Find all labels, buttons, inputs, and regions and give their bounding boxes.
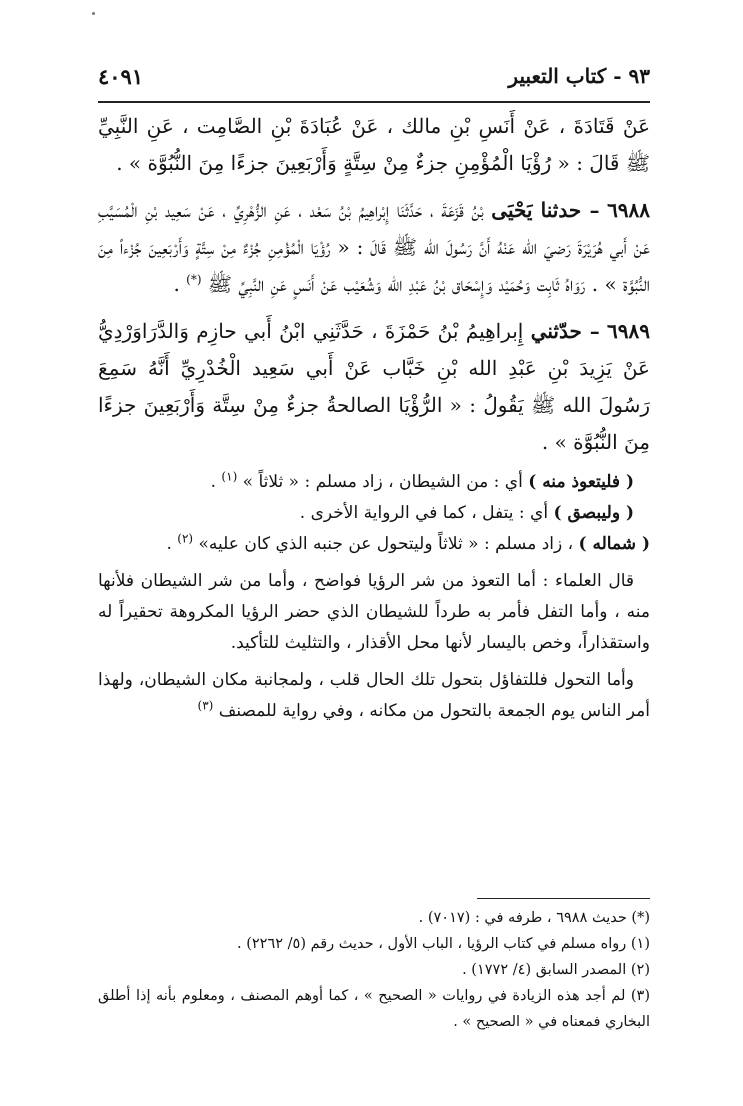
header-rule bbox=[98, 101, 650, 103]
hadith-lead: حدّثني bbox=[530, 319, 582, 343]
gloss-3: ( شماله ) ، زاد مسلم : « ثلاثاً وليتحول عن جنبه الذي كان عليه» $^{(٢)}$ . bbox=[166, 531, 650, 554]
page-number: ٤٠٩١ bbox=[98, 64, 144, 89]
footnote: (*) حديث ٦٩٨٨ ، طرفه في : (٧٠١٧) . bbox=[418, 910, 650, 926]
hadith-6988: ٦٩٨٨ – حدثنا يَحْيَى بْنُ قَزَعَةَ ، حَدَّثَنَا إِبْراهِيمُ بْنُ سَعْد ، عَنِ الزُّهْرِيِّ ، عَنْ سَعِيد بْنِ الْمُسَيَّبِ عَنْ أَبي هُرَيْرَةَ رَضيَ الله عَنْهُ أَنَّ رَسُولَ الله ﷺ قَالَ : « رُؤْيَا الْمُؤْمِنِ جُزْءٌ مِنْ سِتَّةٍ وَأَرْبَعِينَ جُزْءاً مِنَ النُّبُوَّة » . رَوَاهُ ثَابِت وَحُمَيْد وَإِسْحَاق بْنُ عَبْدِ الله وَشُعَيْب عَنْ أَنَسٍ عَنِ النَّبِيِّ ﷺ (*) . bbox=[98, 198, 651, 296]
gloss-text: أي : من الشيطان ، زاد مسلم : « ثلاثاً » bbox=[242, 472, 523, 492]
gloss-1: ( فليتعوذ منه ) أي : من الشيطان ، زاد مسلم : « ثلاثاً » $^{(١)}$ . bbox=[210, 469, 634, 492]
hadith-lead: حدثنا يَحْيَى bbox=[491, 198, 582, 222]
hadith-number: ٦٩٨٨ bbox=[607, 198, 651, 222]
gloss-term: ( شماله ) bbox=[578, 534, 650, 554]
hadith-6989: ٦٩٨٩ – حدّثني إِبراهِيمُ بْنُ حَمْزَةَ ، حَدَّثَنِي ابْنُ أَبي حازِم وَالدَّرَاوَرْدِيُّ عَنْ يَزِيدَ بْنِ عَبْدِ الله بْنِ خَبَّاب عَنْ أَبي سَعِيد الْخُدْرِيِّ أَنَّهُ سَمِعَ رَسُولَ الله ﷺ يَقُولُ : « الرُّؤْيَا الصالحةُ جزءٌ مِنْ سِتَّة وَأَرْبَعِينَ جزءًا مِنَ النُّبُوَّة » . bbox=[98, 319, 651, 454]
commentary-paragraph bbox=[98, 665, 650, 727]
footnote: (٢) المصدر السابق (٤/ ١٧٧٢) . bbox=[462, 962, 650, 978]
gloss-text: ، زاد مسلم : « ثلاثاً وليتحول عن جنبه الذي كان عليه» bbox=[198, 534, 574, 554]
main-text bbox=[98, 108, 650, 727]
commentary-paragraph: قال العلماء : أما التعوذ من شر الرؤيا فواضح ، وأما من شر الشيطان فلأنها منه ، وأما التفل فأمر به طرداً للشيطان الذي حضر الرؤيا المكروهة تحقيراً له واستقذاراً، وخص باليسار لأنها محل الأقذار ، والتثليث للتأكيد. bbox=[98, 571, 650, 653]
hadith-continuation: عَنْ قَتَادَةَ ، عَنْ أَنَسِ بْنِ مالك ، عَنْ عُبَادَةَ بْنِ الصَّامِت ، عَنِ النَّبِيِّ ﷺ قَالَ : « رُؤْيَا الْمُؤْمِنِ جزءٌ مِنْ سِتَّةٍ وَأَرْبَعِينَ جزءًا مِنَ النُّبُوَّة » . bbox=[98, 114, 650, 175]
footnote-ref: (٣) bbox=[197, 698, 214, 713]
scan-speck bbox=[92, 12, 95, 15]
gloss-text: أي : يتفل ، كما في الرواية الأخرى . bbox=[299, 503, 549, 523]
footnote-ref: (١) bbox=[221, 469, 238, 484]
hadith-text: إِبراهِيمُ بْنُ حَمْزَةَ ، حَدَّثَنِي ابْنُ أَبي حازِم وَالدَّرَاوَرْدِيُّ عَنْ يَزِيدَ بْنِ عَبْدِ الله بْنِ خَبَّاب عَنْ أَبي سَعِيد الْخُدْرِيِّ أَنَّهُ سَمِعَ رَسُولَ الله ﷺ يَقُولُ : « الرُّؤْيَا الصالحةُ جزءٌ مِنْ سِتَّة وَأَرْبَعِينَ جزءًا مِنَ النُّبُوَّة » . bbox=[98, 319, 650, 454]
footnote-marker: (*) bbox=[186, 272, 202, 287]
footnote: (١) رواه مسلم في كتاب الرؤيا ، الباب الأول ، حديث رقم (٥/ ٢٢٦٢) . bbox=[236, 936, 650, 952]
footnote-ref: (٢) bbox=[177, 531, 194, 546]
page-header bbox=[98, 64, 650, 98]
commentary-text: وأما التحول فللتفاؤل بتحول تلك الحال قلب ، ولمجانبة مكان الشيطان، ولهذا أمر الناس يوم الجمعة بالتحول من مكانه ، وفي رواية للمصنف bbox=[98, 670, 650, 721]
gloss-term: ( وليبصق ) bbox=[553, 503, 634, 523]
footnotes bbox=[98, 905, 650, 1035]
hadith-text: بْنُ قَزَعَةَ ، حَدَّثَنَا إِبْراهِيمُ بْنُ سَعْد ، عَنِ الزُّهْرِيِّ ، عَنْ سَعِيد بْنِ الْمُسَيَّبِ عَنْ أَبي هُرَيْرَةَ رَضيَ الله عَنْهُ أَنَّ رَسُولَ الله ﷺ قَالَ : « رُؤْيَا الْمُؤْمِنِ جُزْءٌ مِنْ سِتَّةٍ وَأَرْبَعِينَ جُزْءاً مِنَ النُّبُوَّة » . رَوَاهُ ثَابِت وَحُمَيْد وَإِسْحَاق بْنُ عَبْدِ الله وَشُعَيْب عَنْ أَنَسٍ عَنِ النَّبِيِّ ﷺ bbox=[98, 198, 650, 296]
gloss-2 bbox=[98, 498, 650, 529]
footnote-rule bbox=[477, 898, 650, 899]
hadith-number: ٦٩٨٩ bbox=[607, 319, 651, 343]
running-title: ٩٣ - كتاب التعبير bbox=[508, 64, 650, 88]
footnote: (٣) لم أجد هذه الزيادة في روايات « الصحيح » ، كما أوهم المصنف ، ومعلوم بأنه إذا أطلق البخاري فمعناه في « الصحيح » . bbox=[98, 988, 650, 1030]
gloss-term: ( فليتعوذ منه ) bbox=[528, 472, 634, 492]
